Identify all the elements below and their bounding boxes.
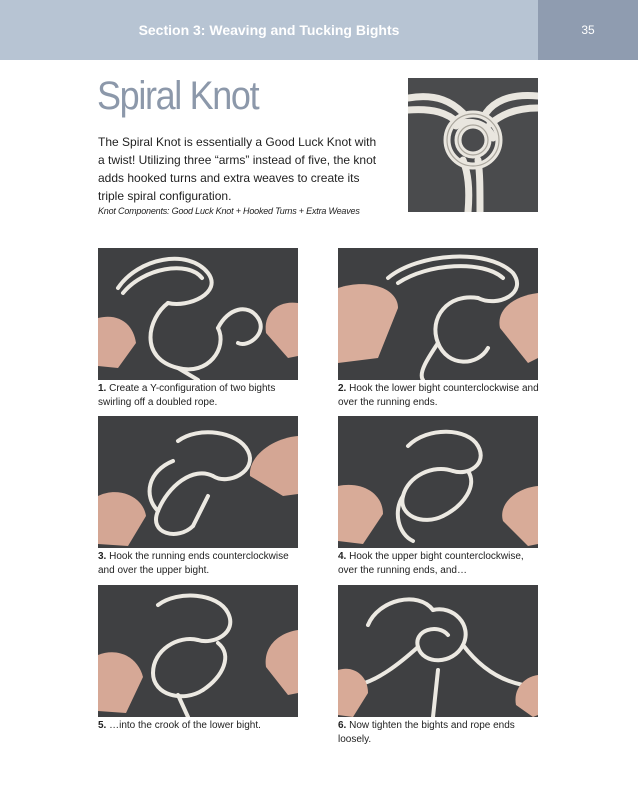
step-1-photo xyxy=(98,248,298,380)
step-1-caption: 1. Create a Y-configuration of two bights swirling off a doubled rope. xyxy=(98,383,276,408)
step-6-caption: 6. Now tighten the bights and rope ends loosely. xyxy=(338,720,515,745)
step-4-caption: 4. Hook the upper bight counterclockwise, over the running ends, and… xyxy=(338,551,524,576)
rope-illustration-5 xyxy=(98,585,298,717)
section-title: Section 3: Weaving and Tucking Bights xyxy=(138,22,400,38)
step-2-photo xyxy=(338,248,538,380)
step-6-photo xyxy=(338,585,538,717)
finished-knot-photo xyxy=(408,78,538,212)
rope-illustration-6 xyxy=(338,585,538,717)
knot-title: Spiral Knot xyxy=(97,74,259,118)
rope-illustration-4 xyxy=(338,416,538,548)
step-5-caption: 5. …into the crook of the lower bight. xyxy=(98,720,261,731)
page-number: 35 xyxy=(538,0,638,60)
step-3-caption: 3. Hook the running ends counterclockwise and over the upper bight. xyxy=(98,551,289,576)
knot-components: Knot Components: Good Luck Knot + Hooked Turns + Extra Weaves xyxy=(98,206,360,216)
step-4-photo xyxy=(338,416,538,548)
section-header xyxy=(0,0,638,60)
intro-paragraph: The Spiral Knot is essentially a Good Luck Knot with a twist! Utilizing three “arms” instead of five, the knot adds hooked turns and extra weaves to create its triple spiral configuration. xyxy=(98,135,377,203)
rope-illustration-2 xyxy=(338,248,538,380)
step-2-caption: 2. Hook the lower bight counterclockwise and over the running ends. xyxy=(338,383,539,408)
rope-illustration-1 xyxy=(98,248,298,380)
step-3-photo xyxy=(98,416,298,548)
step-5-photo xyxy=(98,585,298,717)
rope-illustration-3 xyxy=(98,416,298,548)
